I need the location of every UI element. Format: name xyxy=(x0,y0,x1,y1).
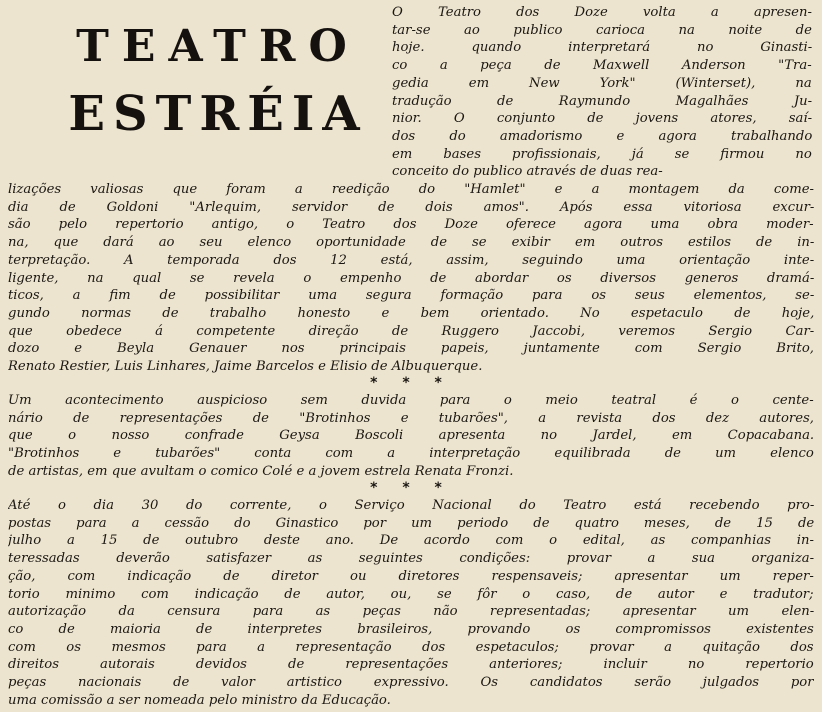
text-line: lizações valiosas que foram a reedição do "Hamlet" e a montagem da come- xyxy=(8,182,814,197)
text-line: uma comissão a ser nomeada pelo ministro da Educação. xyxy=(8,692,391,708)
text-line: postas para a cessão do Ginastico por um periodo de quatro meses, de 15 de xyxy=(8,515,814,531)
headline xyxy=(18,12,418,152)
intro-column xyxy=(392,4,812,181)
text-line: dozo e Beyla Genauer nos principais papeis, juntamente com Sergio Brito, xyxy=(8,341,814,357)
text-line: tar-se ao publico carioca na noite de xyxy=(392,22,812,38)
text-line: ligente, na qual se revela o empenho de abordar os diversos generos dramá- xyxy=(8,270,814,286)
text-line: dia de Goldoni "Arlequim, servidor de dois amos". Após essa vitoriosa excur- xyxy=(8,199,814,215)
text-line: teressadas deverão satisfazer as seguintes condições: provar a sua organiza- xyxy=(8,551,814,567)
separator-stars: * * * xyxy=(370,375,452,391)
text-line: em bases profissionais, já se firmou no xyxy=(392,146,812,162)
paragraph-brotinhos xyxy=(8,392,814,481)
headline-subtitle: ESTRÉIA xyxy=(68,86,368,142)
text-line: Um acontecimento auspicioso sem duvida para o meio teatral é o cente- xyxy=(8,393,814,408)
separator-stars: * * * xyxy=(370,480,452,496)
text-line: O Teatro dos Doze volta a apresen- xyxy=(392,5,812,20)
text-line: peças nacionais de valor artistico expressivo. Os candidatos serão julgados por xyxy=(8,675,814,691)
text-line: que obedece á competente direção de Ruggero Jaccobi, veremos Sergio Car- xyxy=(8,323,814,339)
text-line: ção, com indicação de diretor ou diretores respensaveis; apresentar um reper- xyxy=(8,568,814,584)
headline-title: TEATRO xyxy=(76,21,360,72)
text-line: julho a 15 de outubro deste ano. De acordo com o edital, as companhias in- xyxy=(8,533,814,549)
text-line: hoje. quando interpretará no Ginasti- xyxy=(392,40,812,56)
text-line: nior. O conjunto de jovens atores, saí- xyxy=(392,111,812,127)
paragraph-teatro-dos-doze xyxy=(8,181,814,376)
text-line: autorização da censura para as peças não representadas; apresentar um elen- xyxy=(8,604,814,620)
text-line: conceito do publico através de duas rea- xyxy=(392,164,663,180)
text-line: nário de representações de "Brotinhos e tubarões", a revista dos dez autores, xyxy=(8,410,814,426)
paragraph-ginastico xyxy=(8,497,814,709)
text-line: "Brotinhos e tubarões" conta com a interpretação equilibrada de um elenco xyxy=(8,446,814,462)
text-line: na, que dará ao seu elenco oportunidade de se exibir em outros estilos de in- xyxy=(8,235,814,251)
text-line: direitos autorais devidos de representações anteriores; incluir no repertorio xyxy=(8,657,814,673)
text-line: são pelo repertorio antigo, o Teatro dos Doze oferece agora uma obra moder- xyxy=(8,217,814,233)
text-line: co de maioria de interpretes brasileiros, provando os compromissos existentes xyxy=(8,621,814,637)
text-line: gundo normas de trabalho honesto e bem orientado. No espetaculo de hoje, xyxy=(8,305,814,321)
text-line: com os mesmos para a representação dos espetaculos; provar a quitação dos xyxy=(8,639,814,655)
text-line: dos do amadorismo e agora trabalhando xyxy=(392,128,812,144)
text-line: tradução de Raymundo Magalhães Ju- xyxy=(392,93,812,109)
text-line: que o nosso confrade Geysa Boscoli apresenta no Jardel, em Copacabana. xyxy=(8,428,814,444)
text-line: Renato Restier, Luis Linhares, Jaime Barcelos e Elisio de Albuquerque. xyxy=(8,359,483,375)
text-line: Até o dia 30 do corrente, o Serviço Nacional do Teatro está recebendo pro- xyxy=(8,498,814,513)
text-line: torio minimo com indicação de autor, ou, se fôr o caso, de autor e tradutor; xyxy=(8,586,814,602)
text-line: terpretação. A temporada dos 12 está, assim, seguindo uma orientação inte- xyxy=(8,252,814,268)
text-line: ticos, a fim de possibilitar uma segura formação para os seus elementos, se- xyxy=(8,288,814,304)
text-line: de artistas, em que avultam o comico Colé e a jovem estrela Renata Fronzi. xyxy=(8,463,514,479)
text-line: gedia em New York" (Winterset), na xyxy=(392,75,812,91)
text-line: co a peça de Maxwell Anderson "Tra- xyxy=(392,58,812,74)
